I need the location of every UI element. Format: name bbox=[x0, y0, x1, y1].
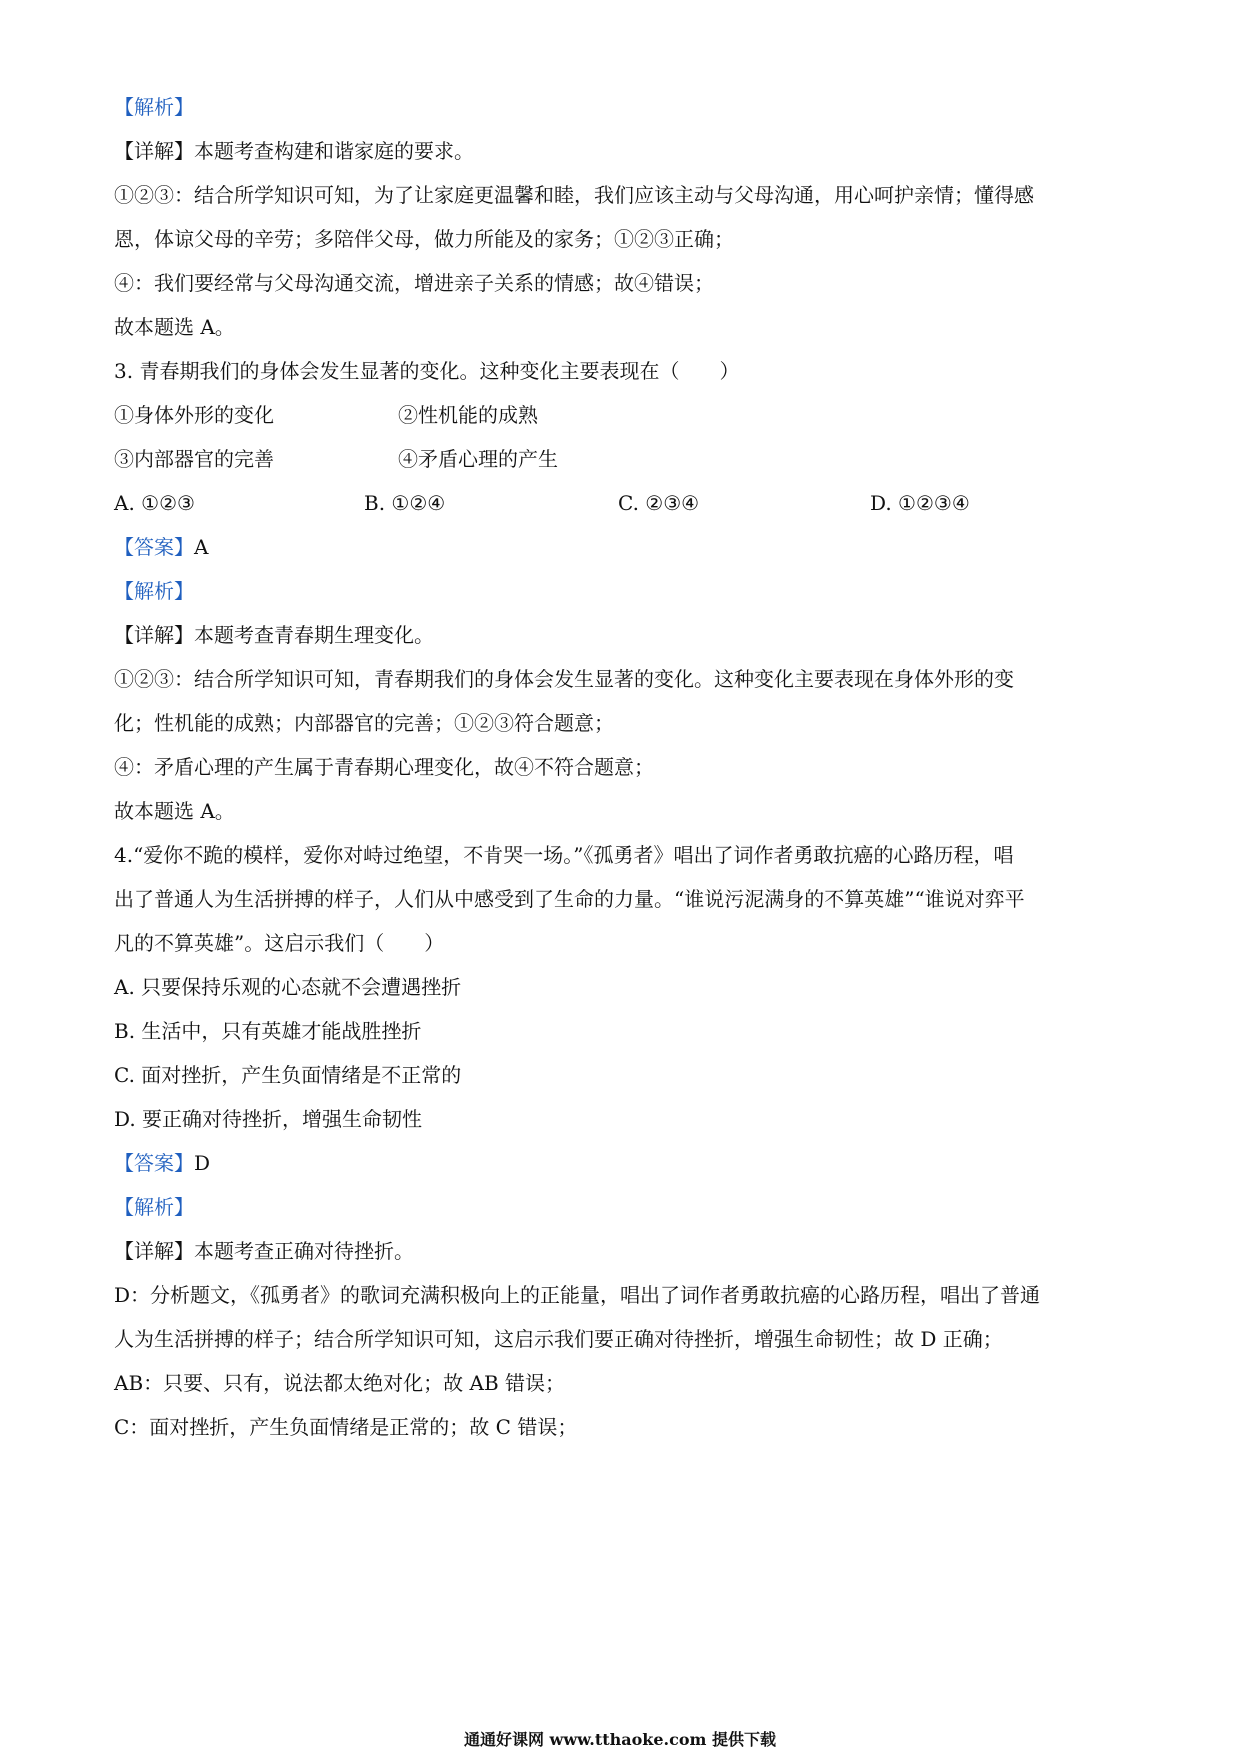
answer-value: A bbox=[194, 535, 209, 559]
page-footer: 通通好课网 www.tthaoke.com 提供下载 bbox=[463, 1730, 777, 1749]
conclusion-line: 故本题选 A。 bbox=[114, 315, 235, 339]
question-stem: 凡的不算英雄”。这启示我们（ ） bbox=[114, 931, 445, 955]
option-b: B. 生活中，只有英雄才能战胜挫折 bbox=[114, 1019, 422, 1043]
answer-line bbox=[114, 1150, 210, 1176]
statement-item: ①身体外形的变化 bbox=[114, 403, 274, 427]
analysis-tag: 【解析】 bbox=[114, 579, 194, 603]
answer-tag: 【答案】 bbox=[114, 535, 194, 559]
answer-value: D bbox=[194, 1151, 211, 1175]
analysis-tag: 【解析】 bbox=[114, 95, 194, 119]
conclusion-line: 故本题选 A。 bbox=[114, 799, 235, 823]
paragraph-line: AB：只要、只有，说法都太绝对化；故 AB 错误； bbox=[114, 1371, 565, 1395]
analysis-tag: 【解析】 bbox=[114, 1195, 194, 1219]
paragraph-line: ④：我们要经常与父母沟通交流，增进亲子关系的情感；故④错误； bbox=[114, 271, 714, 295]
option-d: D. ①②③④ bbox=[870, 491, 970, 515]
detail-line: 【详解】本题考查青春期生理变化。 bbox=[114, 623, 434, 647]
question-stem: 3. 青春期我们的身体会发生显著的变化。这种变化主要表现在（ ） bbox=[114, 359, 740, 383]
option-b: B. ①②④ bbox=[364, 491, 446, 515]
statement-item: ③内部器官的完善 bbox=[114, 447, 274, 471]
paragraph-line: 人为生活拼搏的样子；结合所学知识可知，这启示我们要正确对待挫折，增强生命韧性；故 D 正确； bbox=[114, 1327, 1003, 1351]
paragraph-line: 恩，体谅父母的辛劳；多陪伴父母，做力所能及的家务；①②③正确； bbox=[114, 227, 734, 251]
paragraph-line: ④：矛盾心理的产生属于青春期心理变化，故④不符合题意； bbox=[114, 755, 654, 779]
option-c: C. 面对挫折，产生负面情绪是不正常的 bbox=[114, 1063, 462, 1087]
answer-tag: 【答案】 bbox=[114, 1151, 194, 1175]
option-a: A. 只要保持乐观的心态就不会遭遇挫折 bbox=[114, 975, 462, 999]
option-a: A. ①②③ bbox=[114, 491, 195, 515]
paragraph-line: C：面对挫折，产生负面情绪是正常的；故 C 错误； bbox=[114, 1415, 578, 1439]
question-stem: 4.“爱你不跪的模样，爱你对峙过绝望，不肯哭一场。”《孤勇者》唱出了词作者勇敢抗癌的心路历程，唱 bbox=[114, 843, 1014, 867]
option-d: D. 要正确对待挫折，增强生命韧性 bbox=[114, 1107, 423, 1131]
statement-item: ④矛盾心理的产生 bbox=[398, 447, 558, 471]
paragraph-line: D：分析题文，《孤勇者》的歌词充满积极向上的正能量，唱出了词作者勇敢抗癌的心路历程，唱出了普通 bbox=[114, 1283, 1041, 1307]
answer-line bbox=[114, 534, 208, 560]
detail-line: 【详解】本题考查正确对待挫折。 bbox=[114, 1239, 414, 1263]
paragraph-line: ①②③：结合所学知识可知，青春期我们的身体会发生显著的变化。这种变化主要表现在身体外形的变 bbox=[114, 667, 1014, 691]
paragraph-line: ①②③：结合所学知识可知，为了让家庭更温馨和睦，我们应该主动与父母沟通，用心呵护亲情；懂得感 bbox=[114, 183, 1034, 207]
question-stem: 出了普通人为生活拼搏的样子，人们从中感受到了生命的力量。“谁说污泥满身的不算英雄”“谁说对弈平 bbox=[114, 887, 1025, 911]
option-c: C. ②③④ bbox=[618, 491, 700, 515]
statement-item: ②性机能的成熟 bbox=[398, 403, 538, 427]
detail-line: 【详解】本题考查构建和谐家庭的要求。 bbox=[114, 139, 474, 163]
paragraph-line: 化；性机能的成熟；内部器官的完善；①②③符合题意； bbox=[114, 711, 614, 735]
